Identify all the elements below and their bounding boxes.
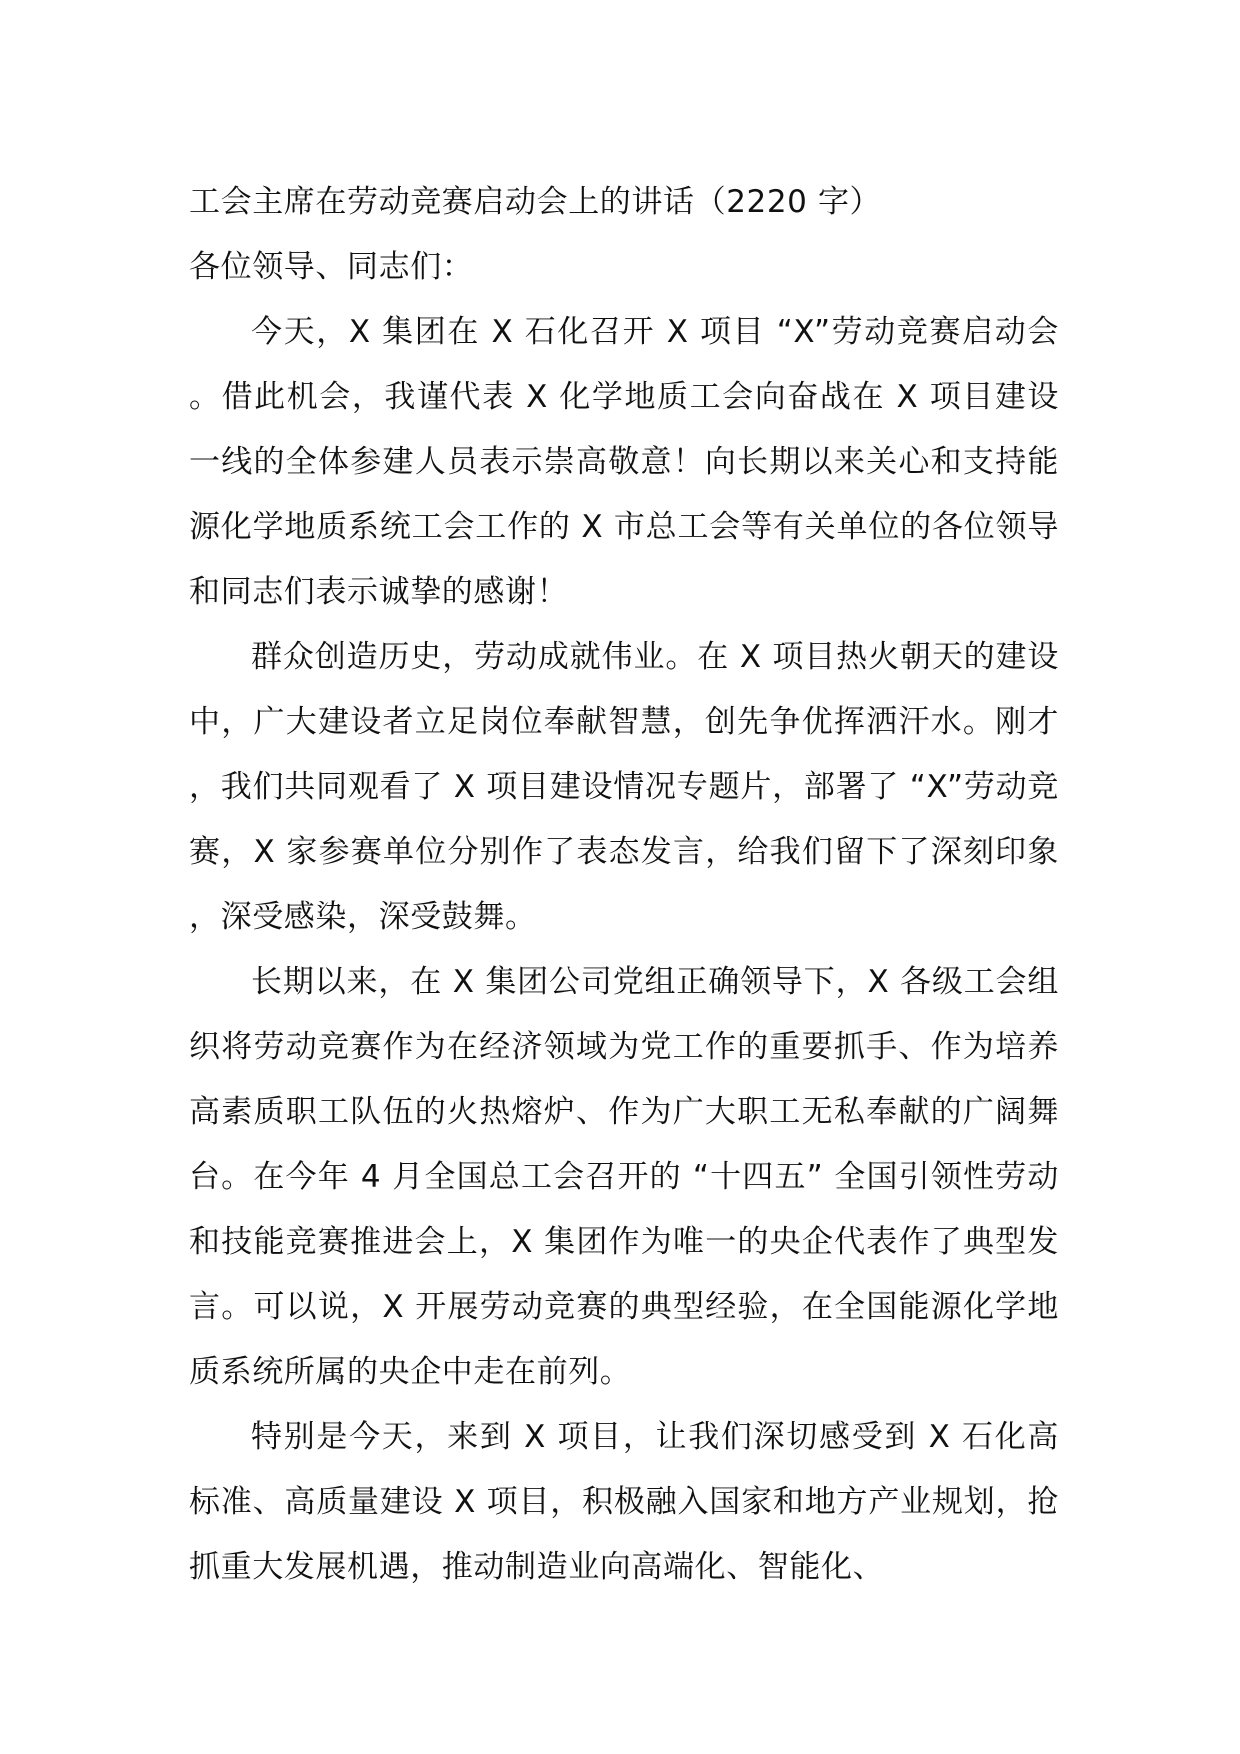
document-title: 工会主席在劳动竞赛启动会上的讲话（2220 字） bbox=[189, 184, 882, 220]
paragraph-4: 特别是今天，来到 X 项目，让我们深切感受到 X 石化高标准、高质量建设 X 项目，积极融入国家和地方产业规划，抢抓重大发展机遇，推动制造业向高端化、智能化、 bbox=[189, 1419, 1059, 1585]
salutation: 各位领导、同志们： bbox=[189, 249, 474, 285]
paragraph-3: 长期以来，在 X 集团公司党组正确领导下，X 各级工会组织将劳动竞赛作为在经济领域为党工作的重要抓手、作为培养高素质职工队伍的火热熔炉、作为广大职工无私奉献的广阔舞台。在今年 4 月全国总工会召开的 “十四五” 全国引领性劳动和技能竞赛推进会上，X 集团作为唯一的央企代表作了典型发言。可以说，X 开展劳动竞赛的典型经验，在全国能源化学地质系统所属的央企中走在前列。 bbox=[189, 964, 1059, 1390]
paragraph-2: 群众创造历史，劳动成就伟业。在 X 项目热火朝天的建设中，广大建设者立足岗位奉献智慧，创先争优挥洒汗水。刚才，我们共同观看了 X 项目建设情况专题片，部署了 “X”劳动竞赛，X 家参赛单位分别作了表态发言，给我们留下了深刻印象，深受感染，深受鼓舞。 bbox=[189, 639, 1059, 935]
document-body bbox=[189, 170, 1059, 1600]
paragraph-1: 今天，X 集团在 X 石化召开 X 项目 “X”劳动竞赛启动会。借此机会，我谨代表 X 化学地质工会向奋战在 X 项目建设一线的全体参建人员表示崇高敬意！向长期以来关心和支持能源化学地质系统工会工作的 X 市总工会等有关单位的各位领导和同志们表示诚挚的感谢！ bbox=[189, 314, 1059, 610]
